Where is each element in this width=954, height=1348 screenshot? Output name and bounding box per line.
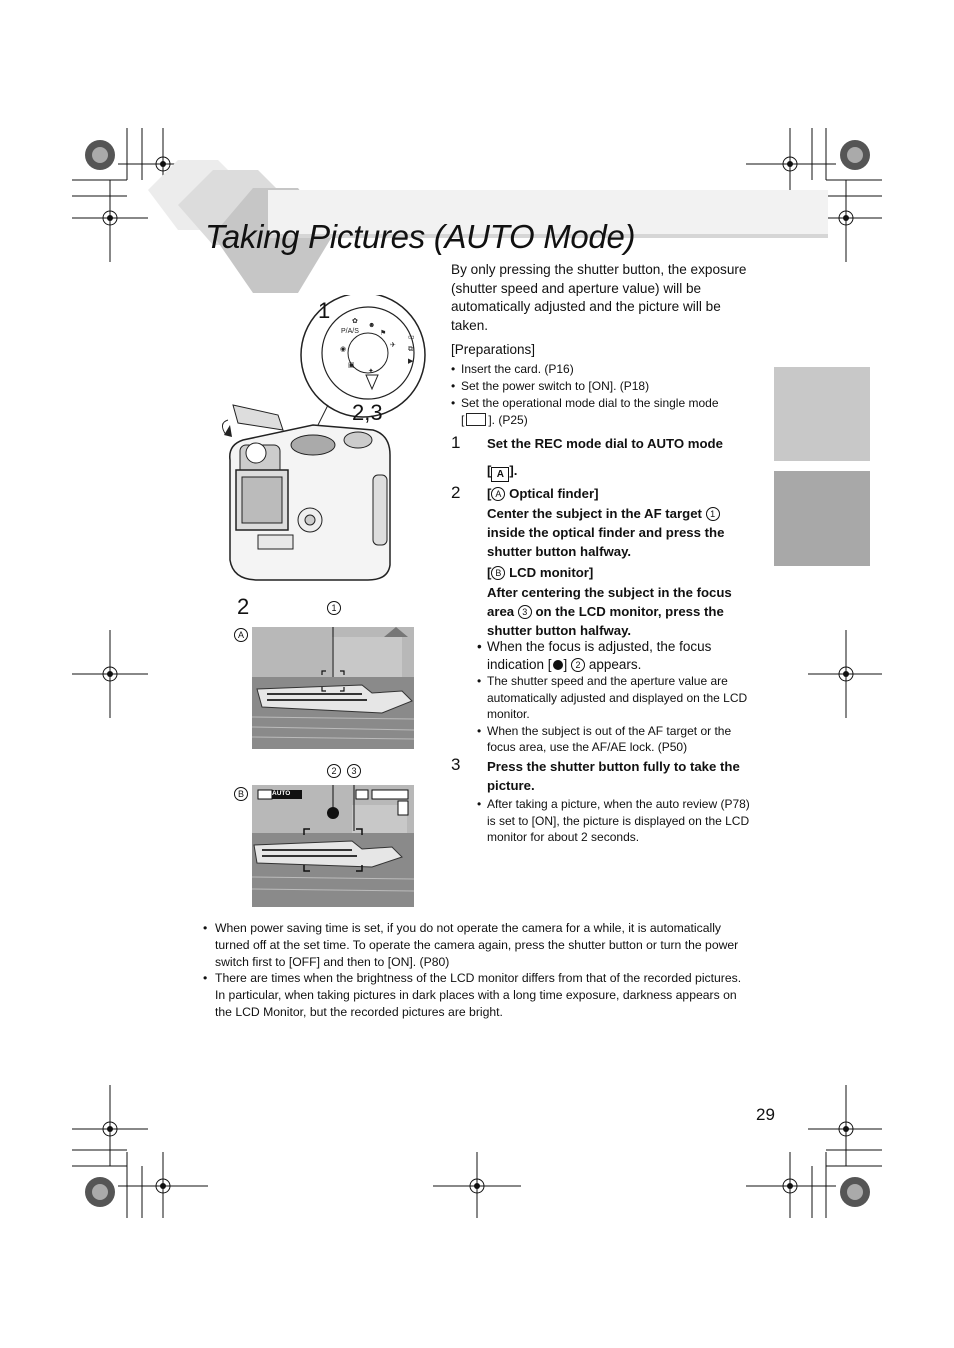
preparations-list: [451, 361, 751, 429]
bullet-text: When the focus is adjusted, the focus indication [: [487, 639, 712, 672]
focus-indication-icon: [553, 660, 563, 670]
circle-label-3: 3: [347, 764, 361, 778]
step-2a-text-1: Center the subject in the AF target: [487, 506, 702, 521]
step-2a-text-2: inside the optical finder and press the shutter button halfway.: [487, 525, 725, 559]
step-1-number: 1: [451, 433, 461, 452]
notes-list: [203, 920, 748, 1021]
lcd-monitor-view: [252, 785, 414, 907]
single-mode-icon: [466, 413, 486, 426]
list-item: • When the subject is out of the AF target or the focus area, use the AF/AE lock. (P50): [477, 723, 749, 756]
svg-text:▣: ▣: [348, 362, 355, 369]
svg-text:✿: ✿: [352, 318, 358, 325]
list-item: • When the focus is adjusted, the focus indication [ ] 2 appears.: [477, 638, 749, 673]
optical-finder-label: Optical finder]: [509, 486, 599, 501]
step-1-instruction: Set the REC mode dial to AUTO mode: [487, 436, 723, 451]
step-3-bullet: • After taking a picture, when the auto review (P78) is set to [ON], the picture is displayed on the LCD monitor for about 2 seconds.: [477, 796, 759, 846]
step-2b-text-2: on the LCD monitor, press the shutter button halfway.: [487, 604, 724, 638]
svg-text:⧉: ⧉: [408, 346, 413, 353]
circle-label-2: 2: [327, 764, 341, 778]
list-item: • Set the operational mode dial to the single mode [ ]. (P25): [451, 395, 751, 429]
svg-text:▶: ▶: [408, 358, 414, 365]
step-2-number: 2: [451, 483, 461, 502]
circle-label-2: 2: [571, 658, 585, 672]
circle-label-A: A: [234, 628, 248, 642]
list-item: • Set the power switch to [ON]. (P18): [451, 378, 751, 395]
list-item-suffix: ]. (P25): [488, 413, 528, 427]
list-item-text: Set the operational mode dial to the single mode: [461, 396, 719, 410]
svg-text:◉: ◉: [340, 346, 347, 353]
figure-label-2-3: 2,3: [352, 400, 383, 425]
list-item: • When power saving time is set, if you do not operate the camera for a while, it is automatically turned off at the set time. To operate the camera again, press the shutter button or turn the power switch first to [OFF] and then to [ON]. (P80): [203, 920, 748, 970]
preparations-heading: [Preparations]: [451, 342, 536, 357]
svg-text:P/A/S: P/A/S: [341, 328, 359, 335]
svg-text:✈: ✈: [390, 342, 396, 349]
side-tab-light: [774, 367, 870, 461]
camera-illustration: [218, 295, 433, 585]
step-1-text: Set the REC mode dial to AUTO mode [ A ].: [487, 436, 723, 480]
list-item: • Insert the card. (P16): [451, 361, 751, 378]
optical-finder-view: [252, 627, 414, 749]
circle-label-3: 3: [518, 605, 532, 619]
figure-label-2: 2: [237, 594, 250, 619]
step-2-text: [ A Optical finder] Center the subject in the AF target 1 inside the optical finder and press the shutter button halfway. [ B LCD monitor] After centering the subject in the focus area 3 on the LCD monitor, press the shutter button halfway.: [487, 486, 732, 638]
page-title: Taking Pictures (AUTO Mode): [205, 218, 636, 255]
figure-label-1: 1: [318, 298, 331, 323]
svg-text:▭: ▭: [408, 334, 415, 341]
svg-text:⚑: ⚑: [380, 330, 387, 337]
step-3-number: 3: [451, 755, 461, 774]
step-2-bullets: [477, 638, 749, 756]
bullet-text: appears.: [588, 656, 642, 672]
side-tab-dark: [774, 471, 870, 566]
page-number: 29: [756, 1105, 775, 1124]
step-1-tail: ].: [509, 463, 518, 478]
step-2b-text-1: After centering the subject in the focus area: [487, 585, 732, 619]
circle-label-1: 1: [327, 601, 341, 615]
auto-mode-icon: A: [491, 467, 509, 482]
list-item: • The shutter speed and the aperture value are automatically adjusted and displayed on the LCD monitor.: [477, 673, 749, 723]
circle-label-B: B: [234, 787, 248, 801]
svg-text:☻: ☻: [368, 322, 376, 329]
circle-label-1: 1: [706, 507, 720, 521]
list-item: • There are times when the brightness of the LCD monitor differs from that of the recorded pictures. In particular, when taking pictures in dark places with a long time exposure, darkness appears on the LCD Monitor, but the recorded pictures are bright.: [203, 970, 748, 1020]
step-3-text: Press the shutter button fully to take the picture.: [487, 759, 740, 793]
svg-text:✦: ✦: [368, 368, 374, 375]
circle-label-B: B: [491, 566, 505, 580]
circle-label-A: A: [491, 487, 505, 501]
lcd-monitor-label: LCD monitor]: [509, 565, 594, 580]
lcd-auto-text: AUTO: [272, 790, 291, 797]
intro-paragraph: By only pressing the shutter button, the exposure (shutter speed and aperture value) will be automatically adjusted and the picture will be taken.: [451, 262, 747, 333]
